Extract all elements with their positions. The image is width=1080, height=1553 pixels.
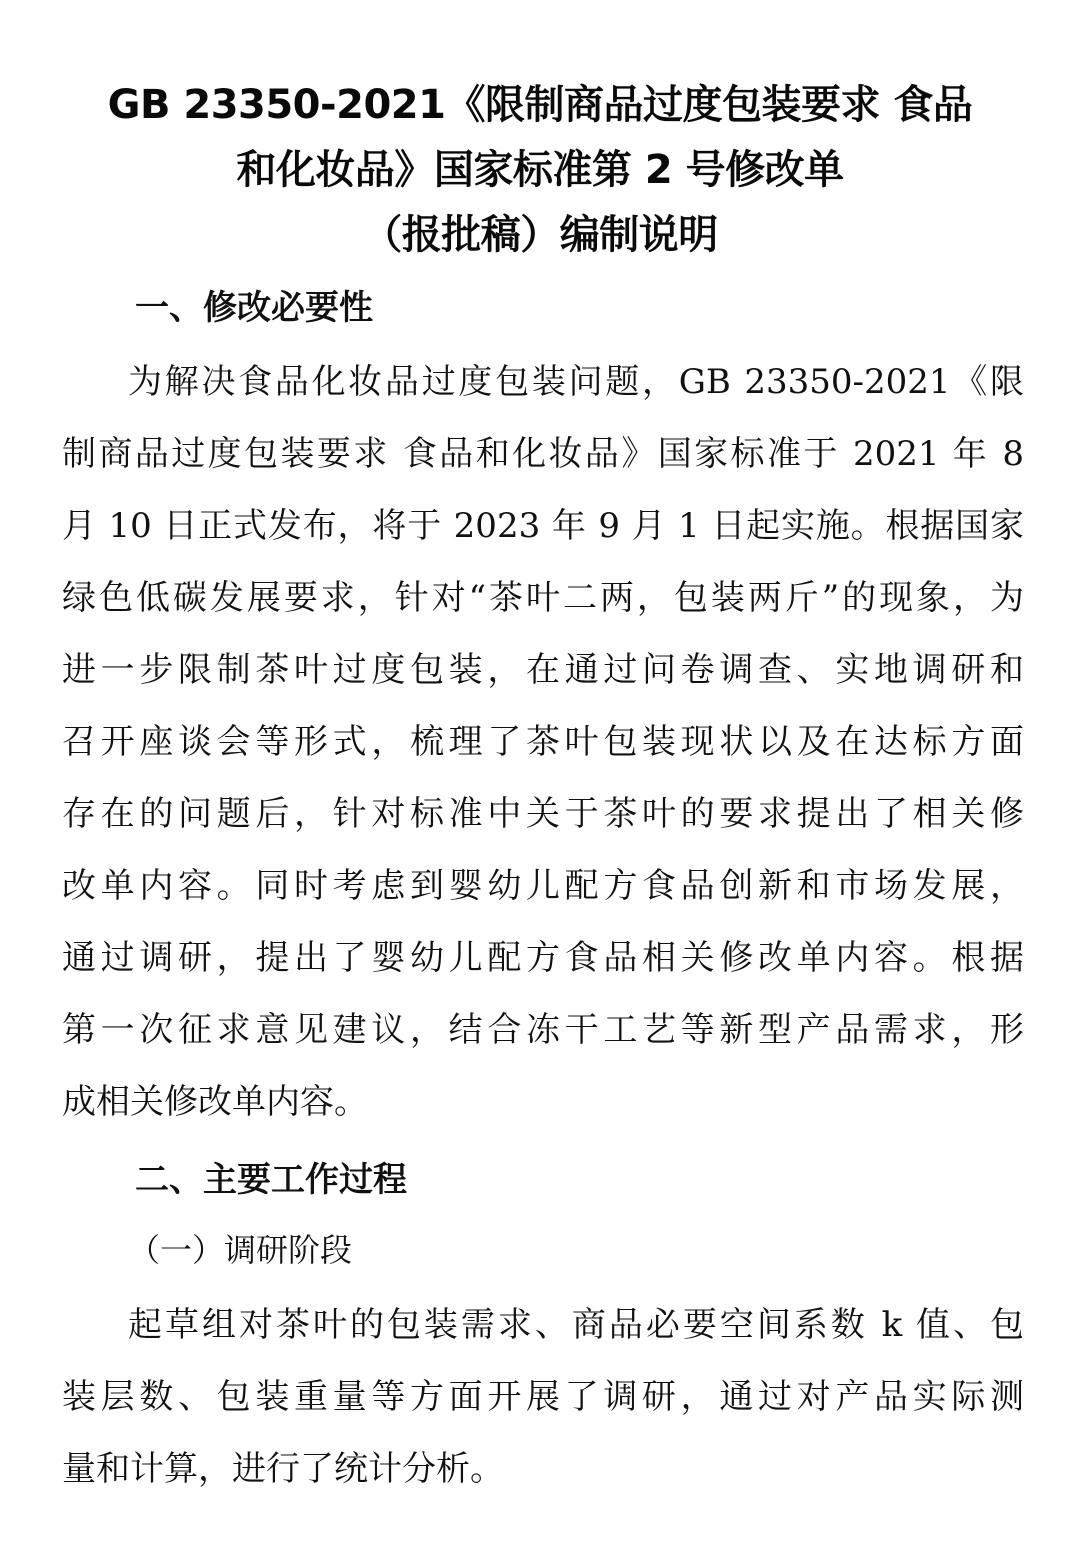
section-heading-1: 一、修改必要性: [135, 288, 373, 328]
title-line-2: 和化妆品》国家标准第 2 号修改单: [236, 147, 844, 193]
paragraph-1-line-10: 第一次征求意见建议，结合冻干工艺等新型产品需求，形: [62, 1010, 1024, 1050]
paragraph-2-line-3: 量和计算，进行了统计分析。: [62, 1449, 504, 1489]
paragraph-1-line-3: 月 10 日正式发布，将于 2023 年 9 月 1 日起实施。根据国家: [62, 506, 1024, 546]
paragraph-1-line-1: 为解决食品化妆品过度包装问题，GB 23350-2021《限: [128, 362, 1024, 402]
subsection-heading: （一）调研阶段: [128, 1231, 353, 1269]
paragraph-1-line-11: 成相关修改单内容。: [62, 1082, 368, 1122]
title-line-3: （报批稿）编制说明: [362, 212, 718, 258]
paragraph-1-line-2: 制商品过度包装要求 食品和化妆品》国家标准于 2021 年 8: [62, 434, 1024, 474]
paragraph-2-line-1: 起草组对茶叶的包装需求、商品必要空间系数 k 值、包: [128, 1305, 1024, 1345]
section-heading-2: 二、主要工作过程: [135, 1160, 407, 1200]
paragraph-1-line-4: 绿色低碳发展要求，针对“茶叶二两，包装两斤”的现象，为: [62, 578, 1024, 618]
paragraph-1-line-6: 召开座谈会等形式，梳理了茶叶包装现状以及在达标方面: [62, 722, 1024, 762]
paragraph-1-line-8: 改单内容。同时考虑到婴幼儿配方食品创新和市场发展，: [62, 866, 1024, 906]
paragraph-2-line-2: 装层数、包装重量等方面开展了调研，通过对产品实际测: [62, 1377, 1024, 1417]
paragraph-1-line-5: 进一步限制茶叶过度包装，在通过问卷调查、实地调研和: [62, 650, 1024, 690]
paragraph-1-line-7: 存在的问题后，针对标准中关于茶叶的要求提出了相关修: [62, 794, 1024, 834]
paragraph-1-line-9: 通过调研，提出了婴幼儿配方食品相关修改单内容。根据: [62, 938, 1024, 978]
title-line-1: GB 23350-2021《限制商品过度包装要求 食品: [107, 82, 973, 128]
